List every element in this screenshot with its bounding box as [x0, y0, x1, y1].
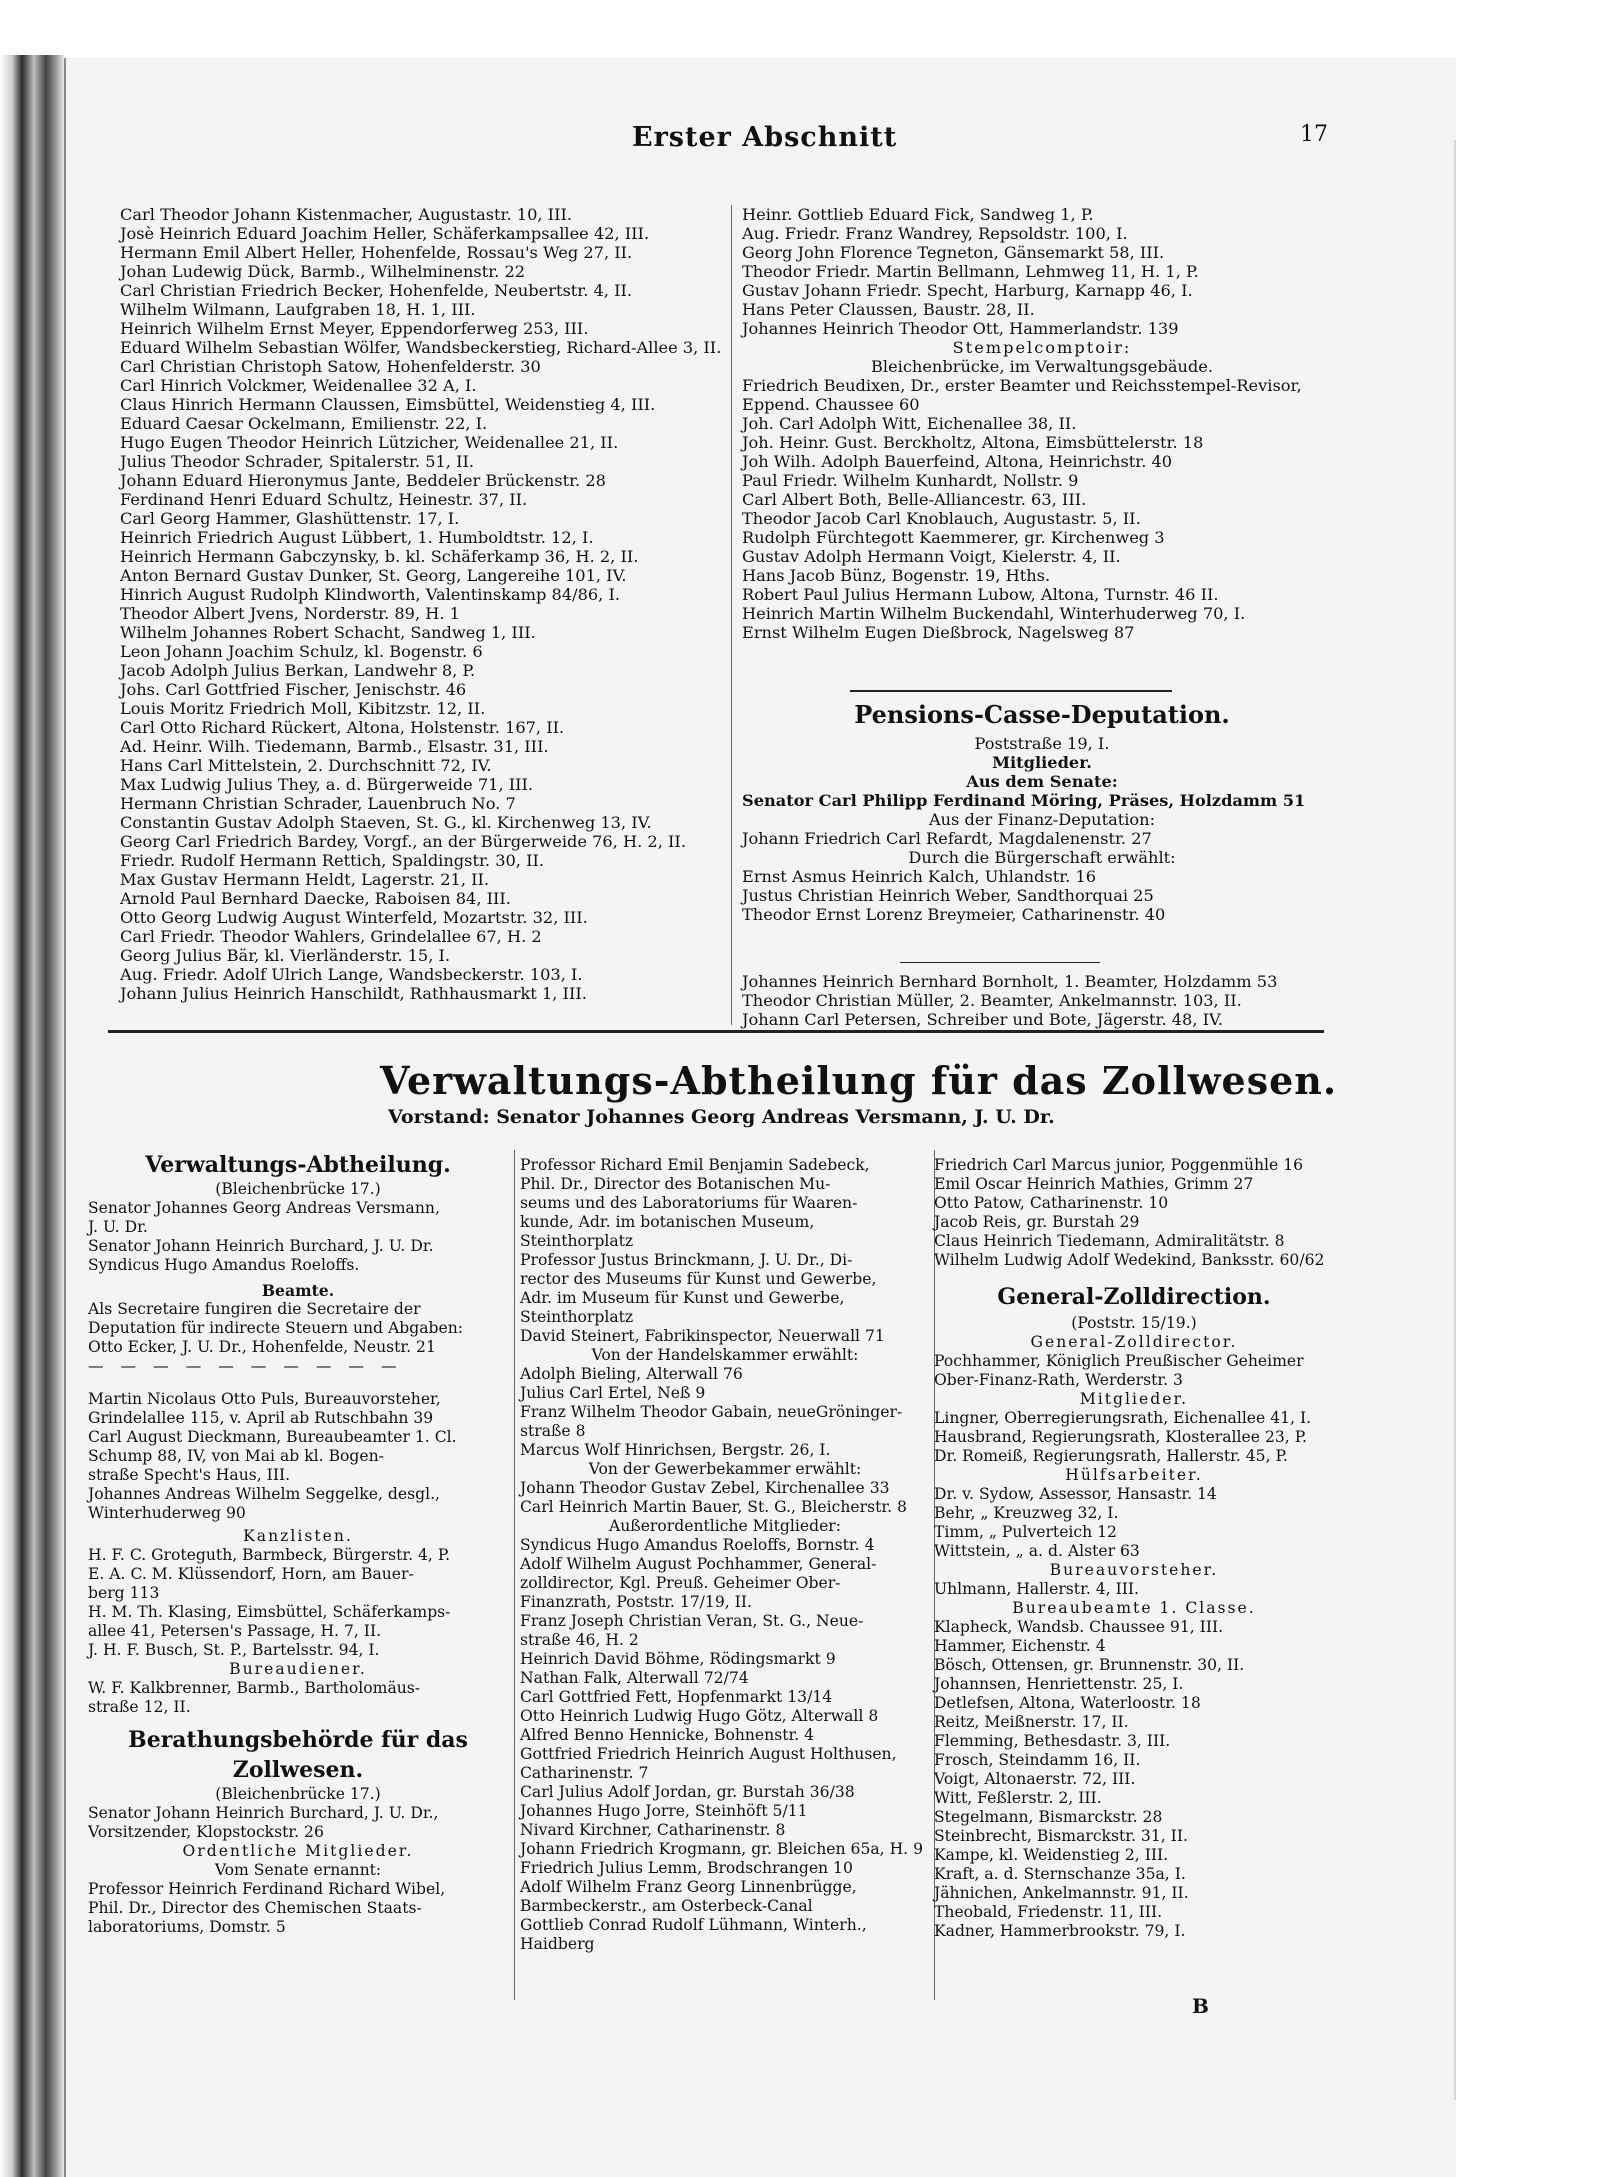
entry-line: Wittstein, „ a. d. Alster 63 — [934, 1542, 1140, 1560]
entry-line: Rudolph Fürchtegott Kaemmerer, gr. Kirchenweg 3 — [742, 528, 1165, 547]
divider-pension-staff — [900, 962, 1100, 963]
entry-line: Witt, Feßlerstr. 2, III. — [934, 1789, 1102, 1807]
entry-line: Timm, „ Pulverteich 12 — [934, 1523, 1117, 1541]
entry-line: Phil. Dr., Director des Botanischen Mu- — [520, 1175, 831, 1193]
entry-line: Jähnichen, Ankelmannstr. 91, II. — [934, 1884, 1189, 1902]
entry-line: Franz Joseph Christian Veran, St. G., Neue- — [520, 1612, 864, 1630]
entry-line: Carl August Dieckmann, Bureaubeamter 1. Cl. — [88, 1428, 457, 1446]
entry-line: Hugo Eugen Theodor Heinrich Lützicher, Weidenallee 21, II. — [120, 433, 619, 452]
entry-line: Gottlieb Conrad Rudolf Lühmann, Winterh., — [520, 1916, 867, 1934]
entry-line: Theodor Friedr. Martin Bellmann, Lehmweg 11, H. 1, P. — [742, 262, 1199, 281]
pension-title: Pensions-Casse-Deputation. — [854, 700, 1230, 729]
entry-line: Carl Otto Richard Rückert, Altona, Holstenstr. 167, II. — [120, 718, 565, 737]
entry-line: Voigt, Altonaerstr. 72, III. — [934, 1770, 1136, 1788]
entry-line: Josè Heinrich Eduard Joachim Heller, Schäferkampsallee 42, III. — [120, 224, 650, 243]
entry-line: Schump 88, IV, von Mai ab kl. Bogen- — [88, 1447, 384, 1465]
entry-line: Johann Friedrich Krogmann, gr. Bleichen 65a, H. 9 — [520, 1840, 924, 1858]
entry-line: Aug. Friedr. Franz Wandrey, Repsoldstr. 100, I. — [742, 224, 1128, 243]
entry-line: Justus Christian Heinrich Weber, Sandthorquai 25 — [742, 886, 1154, 905]
entry-line: Aug. Friedr. Adolf Ulrich Lange, Wandsbeckerstr. 103, I. — [120, 965, 583, 984]
entry-line: Louis Moritz Friedrich Moll, Kibitzstr. 12, II. — [120, 699, 486, 718]
ordentliche-heading: Ordentliche Mitglieder. — [182, 1842, 414, 1860]
entry-line: Senator Johannes Georg Andreas Versmann, — [88, 1199, 440, 1217]
entry-line: Wilhelm Ludwig Adolf Wedekind, Banksstr. 60/62 — [934, 1251, 1325, 1269]
entry-line: Carl Friedr. Theodor Wahlers, Grindelallee 67, H. 2 — [120, 927, 542, 946]
entry-line: H. M. Th. Klasing, Eimsbüttel, Schäferkamps- — [88, 1603, 451, 1621]
page-header — [0, 122, 1600, 156]
column-2 — [520, 1156, 930, 1954]
section-title: Verwaltungs-Abtheilung für das Zollwesen. — [380, 1058, 1338, 1103]
entry-line: Arnold Paul Bernhard Daecke, Raboisen 84, III. — [120, 889, 511, 908]
entry-line: Professor Richard Emil Benjamin Sadebeck, — [520, 1156, 870, 1174]
entry-line: Eduard Wilhelm Sebastian Wölfer, Wandsbeckerstieg, Richard-Allee 3, II. — [120, 338, 722, 357]
entry-line: straße Specht's Haus, III. — [88, 1466, 291, 1484]
entry-line: Carl Christian Christoph Satow, Hohenfelderstr. 30 — [120, 357, 541, 376]
entry-line: Johannes Heinrich Theodor Ott, Hammerlandstr. 139 — [742, 319, 1179, 338]
entry-line: Friedrich Beudixen, Dr., erster Beamter und Reichsstempel-Revisor, — [742, 376, 1302, 395]
entry-line: Constantin Gustav Adolph Staeven, St. G., kl. Kirchenweg 13, IV. — [120, 813, 652, 832]
entry-line: Robert Paul Julius Hermann Lubow, Altona, Turnstr. 46 II. — [742, 585, 1219, 604]
pension-members-heading: Mitglieder. — [992, 753, 1092, 772]
entry-line: Paul Friedr. Wilhelm Kunhardt, Nollstr. 9 — [742, 471, 1079, 490]
gz-members-heading: Mitglieder. — [1079, 1390, 1189, 1408]
entry-line: Johannes Andreas Wilhelm Seggelke, desgl., — [88, 1485, 440, 1503]
entry-line: Heinrich David Böhme, Rödingsmarkt 9 — [520, 1650, 836, 1668]
entry-line: Johannes Hugo Jorre, Steinhöft 5/11 — [520, 1802, 808, 1820]
entry-line: Carl Heinrich Martin Bauer, St. G., Bleicherstr. 8 — [520, 1498, 907, 1516]
stempel-sub: Bleichenbrücke, im Verwaltungsgebäude. — [871, 357, 1213, 376]
entry-line: Heinrich Friedrich August Lübbert, 1. Humboldtstr. 12, I. — [120, 528, 594, 547]
entry-line: Phil. Dr., Director des Chemischen Staats- — [88, 1899, 422, 1917]
entry-line: Steinbrecht, Bismarckstr. 31, II. — [934, 1827, 1188, 1845]
entry-line: Adolf Wilhelm Franz Georg Linnenbrügge, — [520, 1878, 857, 1896]
book-binding — [0, 55, 64, 2177]
entry-line: Theodor Ernst Lorenz Breymeier, Catharinenstr. 40 — [742, 905, 1166, 924]
entry-line: Gustav Adolph Hermann Voigt, Kielerstr. 4, II. — [742, 547, 1121, 566]
signature-mark: B — [1192, 1994, 1209, 2018]
entry-line: Theobald, Friedenstr. 11, III. — [934, 1903, 1163, 1921]
entry-line: Theodor Christian Müller, 2. Beamter, Ankelmannstr. 103, II. — [742, 991, 1242, 1010]
entry-line: Johann Eduard Hieronymus Jante, Beddeler Brückenstr. 28 — [120, 471, 606, 490]
entry-line: Joh. Carl Adolph Witt, Eichenallee 38, II. — [742, 414, 1077, 433]
entry-line: Adolph Bieling, Alterwall 76 — [520, 1365, 743, 1383]
verwaltung-heading: Verwaltungs-Abtheilung. — [145, 1152, 451, 1178]
entry-line: Johan Ludewig Dück, Barmb., Wilhelminenstr. 22 — [120, 262, 526, 281]
entry-line: Stegelmann, Bismarckstr. 28 — [934, 1808, 1163, 1826]
section-vorstand: Vorstand: Senator Johannes Georg Andreas Versmann, J. U. Dr. — [388, 1106, 1055, 1128]
entry-line: Hammer, Eichenstr. 4 — [934, 1637, 1106, 1655]
entry-line: Nathan Falk, Alterwall 72/74 — [520, 1669, 749, 1687]
entry-line: Otto Patow, Catharinenstr. 10 — [934, 1194, 1169, 1212]
entry-line: Dr. v. Sydow, Assessor, Hansastr. 14 — [934, 1485, 1217, 1503]
aus-senate-heading: Aus dem Senate: — [966, 772, 1118, 791]
huelfsarbeiter-heading: Hülfsarbeiter. — [1065, 1466, 1203, 1484]
entry-line: Otto Ecker, J. U. Dr., Hohenfelde, Neustr. 21 — [88, 1338, 436, 1356]
entry-line: J. U. Dr. — [88, 1218, 148, 1236]
entry-line: Leon Johann Joachim Schulz, kl. Bogenstr. 6 — [120, 642, 483, 661]
entry-line: Heinrich Martin Wilhelm Buckendahl, Winterhuderweg 70, I. — [742, 604, 1246, 623]
entry-line: Flemming, Bethesdastr. 3, III. — [934, 1732, 1171, 1750]
entry-line: Detlefsen, Altona, Waterloostr. 18 — [934, 1694, 1201, 1712]
entry-line: Professor Justus Brinckmann, J. U. Dr., Di- — [520, 1251, 853, 1269]
entry-line: W. F. Kalkbrenner, Barmb., Bartholomäus- — [88, 1679, 421, 1697]
entry-line: Julius Theodor Schrader, Spitalerstr. 51, II. — [120, 452, 475, 471]
berathung-heading-1: Berathungsbehörde für das — [128, 1727, 468, 1753]
entry-line: Heinrich Wilhelm Ernst Meyer, Eppendorferweg 253, III. — [120, 319, 589, 338]
verwaltung-address: (Bleichenbrücke 17.) — [215, 1180, 381, 1198]
entry-line: Carl Theodor Johann Kistenmacher, Augustastr. 10, III. — [120, 205, 572, 224]
entry-line: Ober-Finanz-Rath, Werderstr. 3 — [934, 1371, 1183, 1389]
stempel-heading: Stempelcomptoir: — [952, 338, 1132, 357]
entry-line: Joh Wilh. Adolph Bauerfeind, Altona, Heinrichstr. 40 — [742, 452, 1173, 471]
gewerbekammer-heading: Von der Gewerbekammer erwählt: — [588, 1460, 862, 1478]
divider-pension — [850, 690, 1172, 692]
entry-line: H. F. C. Groteguth, Barmbeck, Bürgerstr. 4, P. — [88, 1546, 451, 1564]
column-divider-top — [731, 205, 732, 1025]
entry-line: Carl Georg Hammer, Glashüttenstr. 17, I. — [120, 509, 460, 528]
entry-line: Johann Julius Heinrich Hanschildt, Rathhausmarkt 1, III. — [120, 984, 587, 1003]
vom-senate-heading: Vom Senate ernannt: — [214, 1861, 382, 1879]
entry-line: Behr, „ Kreuzweg 32, I. — [934, 1504, 1119, 1522]
entry-line: berg 113 — [88, 1584, 160, 1602]
entry-line: Claus Heinrich Tiedemann, Admiralitätstr. 8 — [934, 1232, 1285, 1250]
page-edge — [1454, 140, 1456, 2100]
column-1 — [88, 1150, 508, 1937]
entry-line: Gustav Johann Friedr. Specht, Harburg, Karnapp 46, I. — [742, 281, 1193, 300]
entry-line: Vorsitzender, Klopstockstr. 26 — [88, 1823, 324, 1841]
entry-line: seums und des Laboratoriums für Waaren- — [520, 1194, 858, 1212]
column-divider-1 — [514, 1150, 515, 2000]
entry-line: Wilhelm Johannes Robert Schacht, Sandweg 1, III. — [120, 623, 536, 642]
pension-block — [742, 700, 1342, 924]
entry-line: Hausbrand, Regierungsrath, Klosterallee 23, P. — [934, 1428, 1307, 1446]
finanz-line: Johann Friedrich Carl Refardt, Magdalenenstr. 27 — [742, 829, 1152, 848]
berathung-heading-2: Zollwesen. — [232, 1757, 364, 1783]
entry-line: Haidberg — [520, 1935, 595, 1953]
entry-line: Kampe, kl. Weidenstieg 2, III. — [934, 1846, 1169, 1864]
senator-line: Senator Carl Philipp Ferdinand Möring, Präses, Holzdamm 51 — [742, 791, 1306, 810]
entry-line: Julius Carl Ertel, Neß 9 — [520, 1384, 706, 1402]
entry-line: Finanzrath, Poststr. 17/19, II. — [520, 1593, 752, 1611]
page-number: 17 — [1300, 122, 1328, 147]
entry-line: Carl Albert Both, Belle-Alliancestr. 63, III. — [742, 490, 1087, 509]
entry-line: Emil Oscar Heinrich Mathies, Grimm 27 — [934, 1175, 1254, 1193]
entry-line: Adolf Wilhelm August Pochhammer, General- — [520, 1555, 877, 1573]
entry-line: Eduard Caesar Ockelmann, Emilienstr. 22, I. — [120, 414, 488, 433]
pension-staff — [742, 972, 1342, 1029]
entry-line: Klapheck, Wandsb. Chaussee 91, III. — [934, 1618, 1224, 1636]
entry-line: Max Gustav Hermann Heldt, Lagerstr. 21, II. — [120, 870, 490, 889]
buergerschaft-heading: Durch die Bürgerschaft erwählt: — [908, 848, 1176, 867]
entry-line: Georg Julius Bär, kl. Vierländerstr. 15, I. — [120, 946, 451, 965]
entry-line: Heinr. Gottlieb Eduard Fick, Sandweg 1, P. — [742, 205, 1094, 224]
entry-line: Jacob Adolph Julius Berkan, Landwehr 8, P. — [120, 661, 476, 680]
entry-line: Anton Bernard Gustav Dunker, St. Georg, Langereihe 101, IV. — [120, 566, 627, 585]
entry-line: J. H. F. Busch, St. P., Bartelsstr. 94, I. — [88, 1641, 380, 1659]
entry-line: Georg Carl Friedrich Bardey, Vorgf., an der Bürgerweide 76, H. 2, II. — [120, 832, 686, 851]
entry-line: Dr. Romeiß, Regierungsrath, Hallerstr. 45, P. — [934, 1447, 1288, 1465]
entry-line: Gottfried Friedrich Heinrich August Holthusen, — [520, 1745, 897, 1763]
entry-line: Professor Heinrich Ferdinand Richard Wibel, — [88, 1880, 446, 1898]
entry-line: Hinrich August Rudolph Klindworth, Valentinskamp 84/86, I. — [120, 585, 621, 604]
bureaubeamte-heading: Bureaubeamte 1. Classe. — [1012, 1599, 1256, 1617]
dash-separator: — — — — — — — — — — — [88, 1357, 403, 1375]
entry-line: Steinthorplatz — [520, 1232, 634, 1250]
entry-line: Theodor Jacob Carl Knoblauch, Augustastr. 5, II. — [742, 509, 1141, 528]
entry-line: Johs. Carl Gottfried Fischer, Jenischstr. 46 — [120, 680, 467, 699]
entry-line: Max Ludwig Julius They, a. d. Bürgerweide 71, III. — [120, 775, 534, 794]
entry-line: zolldirector, Kgl. Preuß. Geheimer Ober- — [520, 1574, 841, 1592]
entry-line: Johannsen, Henriettenstr. 25, I. — [934, 1675, 1184, 1693]
entry-line: Frosch, Steindamm 16, II. — [934, 1751, 1141, 1769]
entry-line: Joh. Heinr. Gust. Berckholtz, Altona, Eimsbüttelerstr. 18 — [742, 433, 1204, 452]
entry-line: Johann Carl Petersen, Schreiber und Bote, Jägerstr. 48, IV. — [742, 1010, 1224, 1029]
entry-line: Kraft, a. d. Sternschanze 35a, I. — [934, 1865, 1186, 1883]
entry-line: Johannes Heinrich Bernhard Bornholt, 1. Beamter, Holzdamm 53 — [742, 972, 1278, 991]
entry-line: Friedrich Carl Marcus junior, Poggenmühle 16 — [934, 1156, 1304, 1174]
handelskammer-heading: Von der Handelskammer erwählt: — [591, 1346, 859, 1364]
entry-line: Martin Nicolaus Otto Puls, Bureauvorsteher, — [88, 1390, 441, 1408]
entry-line: Franz Wilhelm Theodor Gabain, neueGröninger- — [520, 1403, 903, 1421]
entry-line: straße 12, II. — [88, 1698, 191, 1716]
entry-line: E. A. C. M. Klüssendorf, Horn, am Bauer- — [88, 1565, 414, 1583]
general-zolldirection-heading: General-Zolldirection. — [997, 1284, 1271, 1310]
entry-line: Otto Georg Ludwig August Winterfeld, Mozartstr. 32, III. — [120, 908, 588, 927]
entry-line: Heinrich Hermann Gabczynsky, b. kl. Schäferkamp 36, H. 2, II. — [120, 547, 639, 566]
top-right-column — [742, 205, 1342, 642]
column-3 — [934, 1156, 1334, 1941]
entry-line: Carl Julius Adolf Jordan, gr. Burstah 36/38 — [520, 1783, 855, 1801]
entry-line: Carl Hinrich Volckmer, Weidenallee 32 A, I. — [120, 376, 477, 395]
entry-line: laboratoriums, Domstr. 5 — [88, 1918, 286, 1936]
entry-line: Kadner, Hammerbrookstr. 79, I. — [934, 1922, 1186, 1940]
entry-line: Pochhammer, Königlich Preußischer Geheimer — [934, 1352, 1304, 1370]
entry-line: Deputation für indirecte Steuern und Abgaben: — [88, 1319, 464, 1337]
entry-line: Winterhuderweg 90 — [88, 1504, 246, 1522]
entry-line: straße 46, H. 2 — [520, 1631, 639, 1649]
ausserordentliche-heading: Außerordentliche Mitglieder: — [608, 1517, 842, 1535]
entry-line: Adr. im Museum für Kunst und Gewerbe, — [520, 1289, 845, 1307]
entry-line: Grindelallee 115, v. April ab Rutschbahn 39 — [88, 1409, 434, 1427]
bureaudiener-heading: Bureaudiener. — [229, 1660, 367, 1678]
entry-line: Johann Theodor Gustav Zebel, Kirchenallee 33 — [520, 1479, 890, 1497]
entry-line: Hans Carl Mittelstein, 2. Durchschnitt 72, IV. — [120, 756, 492, 775]
entry-line: Steinthorplatz — [520, 1308, 634, 1326]
entry-line: allee 41, Petersen's Passage, H. 7, II. — [88, 1622, 382, 1640]
entry-line: Senator Johann Heinrich Burchard, J. U. Dr. — [88, 1237, 434, 1255]
entry-line: Carl Gottfried Fett, Hopfenmarkt 13/14 — [520, 1688, 833, 1706]
bureauvorsteher-line: Uhlmann, Hallerstr. 4, III. — [934, 1580, 1140, 1598]
top-left-column — [120, 205, 720, 1003]
entry-line: Alfred Benno Hennicke, Bohnenstr. 4 — [520, 1726, 815, 1744]
entry-line: Hermann Emil Albert Heller, Hohenfelde, Rossau's Weg 27, II. — [120, 243, 633, 262]
entry-line: Ferdinand Henri Eduard Schultz, Heinestr. 37, II. — [120, 490, 528, 509]
entry-line: Ernst Wilhelm Eugen Dießbrock, Nagelsweg 87 — [742, 623, 1135, 642]
entry-line: kunde, Adr. im botanischen Museum, — [520, 1213, 815, 1231]
berathung-address: (Bleichenbrücke 17.) — [215, 1785, 381, 1803]
entry-line: Friedr. Rudolf Hermann Rettich, Spaldingstr. 30, II. — [120, 851, 545, 870]
entry-line: Ernst Asmus Heinrich Kalch, Uhlandstr. 16 — [742, 867, 1097, 886]
entry-line: Otto Heinrich Ludwig Hugo Götz, Alterwall 8 — [520, 1707, 879, 1725]
entry-line: Syndicus Hugo Amandus Roeloffs. — [88, 1256, 360, 1274]
bureauvorsteher-heading: Bureauvorsteher. — [1049, 1561, 1219, 1579]
entry-line: rector des Museums für Kunst und Gewerbe, — [520, 1270, 877, 1288]
entry-line: Als Secretaire fungiren die Secretaire der — [88, 1300, 421, 1318]
entry-line: Lingner, Oberregierungsrath, Eichenallee 41, I. — [934, 1409, 1312, 1427]
gz-director-heading: General-Zolldirector. — [1030, 1333, 1238, 1351]
entry-line: Nivard Kirchner, Catharinenstr. 8 — [520, 1821, 786, 1839]
entry-line: straße 8 — [520, 1422, 586, 1440]
pension-address: Poststraße 19, I. — [974, 734, 1110, 753]
entry-line: Barmbeckerstr., am Osterbeck-Canal — [520, 1897, 813, 1915]
kanzlisten-heading: Kanzlisten. — [243, 1527, 353, 1545]
beamte-heading: Beamte. — [261, 1281, 335, 1300]
entry-line: Georg John Florence Tegneton, Gänsemarkt 58, III. — [742, 243, 1165, 262]
entry-line: Bösch, Ottensen, gr. Brunnenstr. 30, II. — [934, 1656, 1245, 1674]
entry-line: Marcus Wolf Hinrichsen, Bergstr. 26, I. — [520, 1441, 831, 1459]
general-address: (Poststr. 15/19.) — [1071, 1314, 1197, 1332]
entry-line: Catharinenstr. 7 — [520, 1764, 649, 1782]
entry-line: David Steinert, Fabrikinspector, Neuerwall 71 — [520, 1327, 885, 1345]
aus-finanz-heading: Aus der Finanz-Deputation: — [928, 810, 1156, 829]
section-rule — [108, 1030, 1324, 1033]
entry-line: Eppend. Chaussee 60 — [742, 395, 920, 414]
entry-line: Ad. Heinr. Wilh. Tiedemann, Barmb., Elsastr. 31, III. — [120, 737, 549, 756]
entry-line: Jacob Reis, gr. Burstah 29 — [934, 1213, 1140, 1231]
entry-line: Theodor Albert Jvens, Norderstr. 89, H. 1 — [120, 604, 460, 623]
entry-line: Hans Peter Claussen, Baustr. 28, II. — [742, 300, 1035, 319]
entry-line: Syndicus Hugo Amandus Roeloffs, Bornstr. 4 — [520, 1536, 875, 1554]
entry-line: Claus Hinrich Hermann Claussen, Eimsbüttel, Weidenstieg 4, III. — [120, 395, 656, 414]
entry-line: Hans Jacob Bünz, Bogenstr. 19, Hths. — [742, 566, 1051, 585]
entry-line: Reitz, Meißnerstr. 17, II. — [934, 1713, 1129, 1731]
running-title: Erster Abschnitt — [632, 122, 898, 153]
entry-line: Carl Christian Friedrich Becker, Hohenfelde, Neubertstr. 4, II. — [120, 281, 633, 300]
entry-line: Hermann Christian Schrader, Lauenbruch No. 7 — [120, 794, 516, 813]
entry-line: Wilhelm Wilmann, Laufgraben 18, H. 1, III. — [120, 300, 476, 319]
entry-line: Friedrich Julius Lemm, Brodschrangen 10 — [520, 1859, 853, 1877]
entry-line: Senator Johann Heinrich Burchard, J. U. Dr., — [88, 1804, 439, 1822]
